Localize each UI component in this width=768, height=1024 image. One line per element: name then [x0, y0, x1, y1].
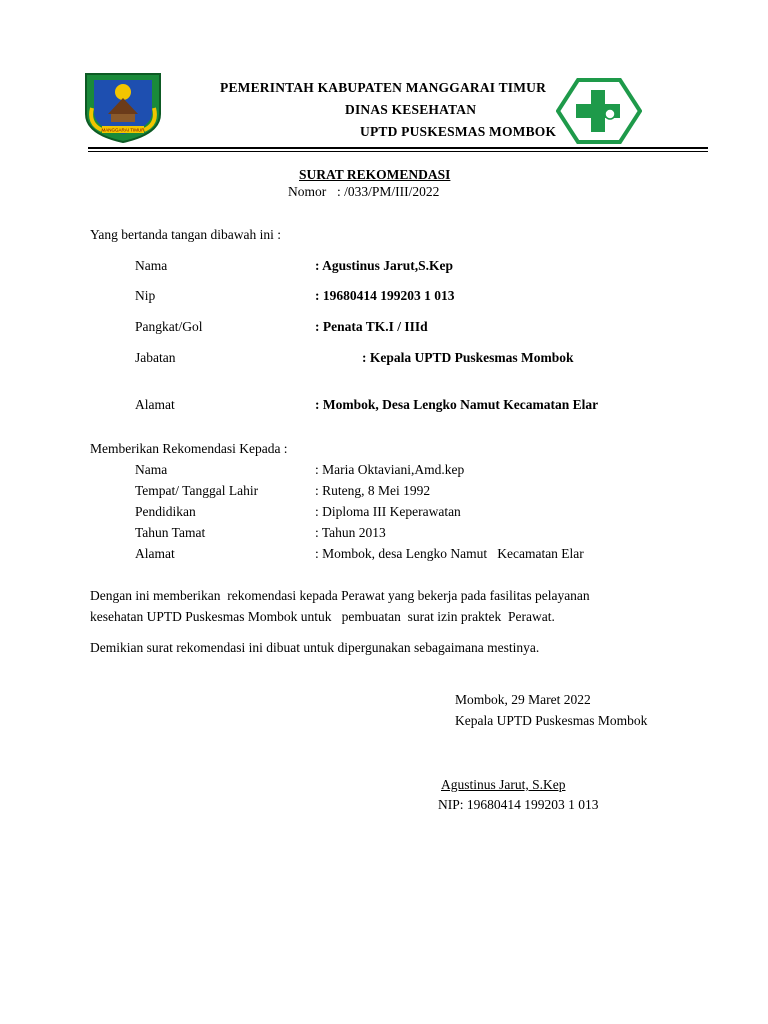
signature-position: Kepala UPTD Puskesmas Mombok: [455, 713, 648, 728]
letterhead-rule-thin: [88, 151, 708, 152]
recipient-address-value: : Mombok, desa Lengko Namut Kecamatan Elar: [315, 546, 584, 561]
emblem-motto-text: MANGGARAI TIMUR: [101, 127, 145, 133]
signer-intro: Yang bertanda tangan dibawah ini :: [90, 227, 281, 242]
body-paragraph-1-line-2: kesehatan UPTD Puskesmas Mombok untuk pembuatan surat izin praktek Perawat.: [90, 609, 555, 624]
letterhead-line-2: DINAS KESEHATAN: [345, 102, 477, 117]
recipient-graduation-value: : Tahun 2013: [315, 525, 386, 540]
letterhead-line-3: UPTD PUSKESMAS MOMBOK: [360, 124, 557, 139]
number-value: : /033/PM/III/2022: [337, 184, 440, 199]
signer-nip-value: : 19680414 199203 1 013: [315, 288, 455, 303]
signer-nip-label: Nip: [135, 288, 156, 303]
recipient-address-label: Alamat: [135, 546, 175, 561]
signer-position-label: Jabatan: [135, 350, 176, 365]
body-paragraph-2: Demikian surat rekomendasi ini dibuat untuk dipergunakan sebagaimana mestinya.: [90, 640, 540, 655]
recipient-intro: Memberikan Rekomendasi Kepada :: [90, 441, 288, 456]
signer-name-label: Nama: [135, 258, 168, 273]
signer-name-value: : Agustinus Jarut,S.Kep: [315, 258, 454, 273]
signature-nip: NIP: 19680414 199203 1 013: [438, 797, 599, 812]
recipient-birth-value: : Ruteng, 8 Mei 1992: [315, 483, 431, 498]
signature-name: Agustinus Jarut, S.Kep: [441, 777, 566, 792]
signer-position-value: : Kepala UPTD Puskesmas Mombok: [362, 350, 574, 365]
regency-emblem-logo: [80, 70, 166, 144]
signer-rank-label: Pangkat/Gol: [135, 319, 203, 334]
recipient-education-label: Pendidikan: [135, 504, 196, 519]
signature-place-date: Mombok, 29 Maret 2022: [455, 692, 591, 707]
signer-address-label: Alamat: [135, 397, 175, 412]
signer-address-value: : Mombok, Desa Lengko Namut Kecamatan Elar: [315, 397, 599, 412]
recipient-name-label: Nama: [135, 462, 168, 477]
recipient-education-value: : Diploma III Keperawatan: [315, 504, 461, 519]
letterhead-rule-thick: [88, 147, 708, 149]
body-paragraph-1-line-1: Dengan ini memberikan rekomendasi kepada Perawat yang bekerja pada fasilitas pelayanan: [90, 588, 590, 603]
recipient-name-value: : Maria Oktaviani,Amd.kep: [315, 462, 465, 477]
recipient-graduation-label: Tahun Tamat: [135, 525, 206, 540]
number-label: Nomor: [288, 184, 327, 199]
puskesmas-logo: [556, 78, 642, 144]
document-title: SURAT REKOMENDASI: [299, 167, 451, 182]
letterhead-line-1: PEMERINTAH KABUPATEN MANGGARAI TIMUR: [220, 80, 547, 95]
recipient-birth-label: Tempat/ Tanggal Lahir: [135, 483, 259, 498]
signer-rank-value: : Penata TK.I / IIId: [315, 319, 428, 334]
